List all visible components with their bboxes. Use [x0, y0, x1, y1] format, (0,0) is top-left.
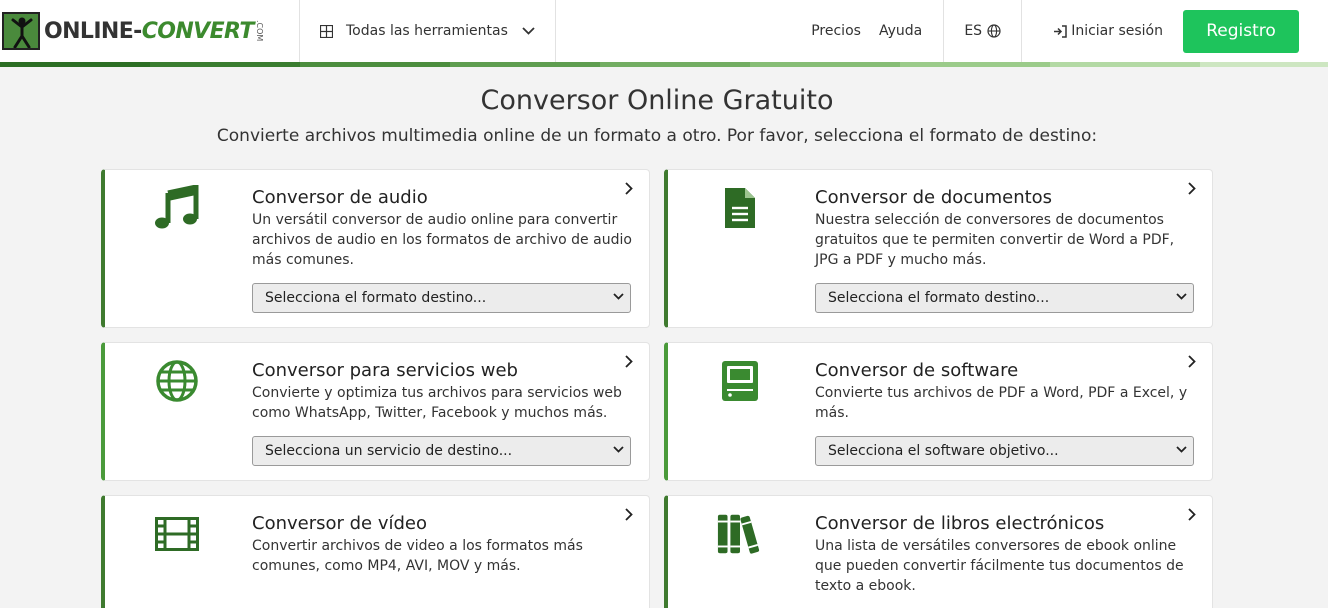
site-logo[interactable]	[0, 0, 300, 62]
card-title: Conversor para servicios web	[252, 360, 518, 381]
card-title: Conversor de documentos	[815, 187, 1053, 208]
card-ebook-converter[interactable]	[664, 495, 1213, 608]
film-icon	[153, 510, 201, 558]
card-video-converter[interactable]	[101, 495, 650, 608]
select-value: Selecciona un servicio de destino...	[265, 443, 513, 459]
all-tools-menu[interactable]	[300, 0, 556, 62]
card-document-converter[interactable]	[664, 169, 1213, 328]
logo-com: .COM	[254, 20, 264, 42]
card-title: Conversor de libros electrónicos	[815, 513, 1105, 534]
language-label: ES	[964, 23, 983, 39]
card-description: Convierte y optimiza tus archivos para servicios web como WhatsApp, Twitter, Facebook y muchos más.	[252, 385, 622, 421]
chevron-down-icon	[522, 27, 535, 35]
nav-link-pricing[interactable]: Precios	[811, 23, 861, 39]
card-audio-converter[interactable]	[101, 169, 650, 328]
webservice-select[interactable]	[252, 436, 631, 466]
globe-icon	[153, 357, 201, 405]
page-subtitle: Convierte archivos multimedia online de un formato a otro. Por favor, selecciona el formato de destino:	[216, 126, 1098, 146]
sign-in-icon	[1053, 25, 1067, 38]
select-value: Selecciona el formato destino...	[828, 290, 1050, 306]
grid-icon	[320, 25, 333, 38]
nav-link-help[interactable]: Ayuda	[878, 23, 923, 39]
login-label: Iniciar sesión	[1071, 23, 1163, 39]
audio-format-select[interactable]	[252, 283, 631, 313]
globe-icon	[987, 24, 1001, 38]
card-software-converter[interactable]	[664, 342, 1213, 481]
page-title: Conversor Online Gratuito	[480, 85, 834, 116]
card-description: Un versátil conversor de audio online para convertir archivos de audio en los formatos de archivo de audio más comunes.	[252, 212, 632, 268]
select-value: Selecciona el software objetivo...	[828, 443, 1059, 459]
card-description: Una lista de versátiles conversores de ebook online que pueden convertir fácilmente tus documentos de texto a ebook.	[815, 538, 1184, 594]
register-button[interactable]: Registro	[1183, 10, 1299, 53]
card-description: Convierte tus archivos de PDF a Word, PDF a Excel, y más.	[815, 385, 1188, 421]
select-value: Selecciona el formato destino...	[265, 290, 487, 306]
card-title: Conversor de software	[815, 360, 1019, 381]
document-format-select[interactable]	[815, 283, 1194, 313]
chevron-down-icon	[613, 293, 624, 300]
all-tools-label: Todas las herramientas	[346, 23, 508, 39]
nav-links	[793, 0, 944, 62]
card-webservice-converter[interactable]	[101, 342, 650, 481]
software-select[interactable]	[815, 436, 1194, 466]
chevron-right-icon[interactable]	[625, 508, 633, 521]
chevron-down-icon	[613, 446, 624, 453]
chevron-right-icon[interactable]	[625, 355, 633, 368]
card-description: Nuestra selección de conversores de documentos gratuitos que te permiten convertir de Word a PDF, JPG a PDF y mucho más.	[815, 212, 1175, 268]
language-selector[interactable]	[944, 0, 1022, 62]
card-description: Convertir archivos de video a los formatos más comunes, como MP4, AVI, MOV y más.	[252, 538, 583, 574]
music-note-icon	[153, 184, 201, 232]
top-navbar	[0, 0, 1328, 62]
header-accent-bar	[0, 62, 1328, 67]
logo-text: ONLINE-CONVERT	[44, 18, 254, 44]
login-link[interactable]	[1022, 0, 1183, 62]
document-icon	[716, 184, 764, 232]
card-title: Conversor de audio	[252, 187, 428, 208]
chevron-down-icon	[1176, 446, 1187, 453]
chevron-right-icon[interactable]	[625, 182, 633, 195]
chevron-right-icon[interactable]	[1188, 355, 1196, 368]
computer-icon	[716, 357, 764, 405]
chevron-right-icon[interactable]	[1188, 508, 1196, 521]
logo-figure-icon	[2, 12, 40, 50]
chevron-down-icon	[1176, 293, 1187, 300]
chevron-right-icon[interactable]	[1188, 182, 1196, 195]
card-title: Conversor de vídeo	[252, 513, 428, 534]
books-icon	[716, 510, 764, 558]
